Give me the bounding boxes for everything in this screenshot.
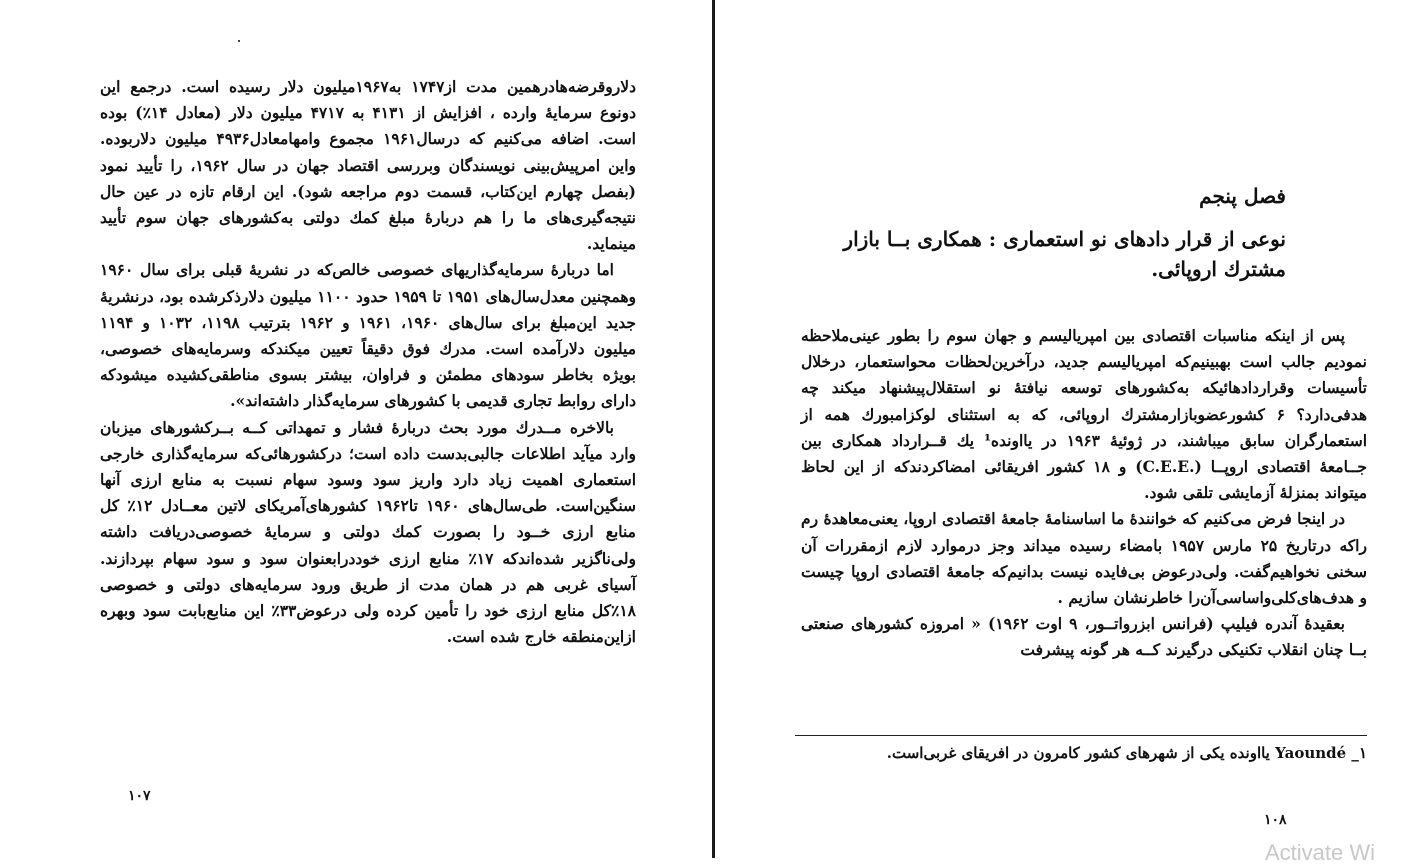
right-paragraph-2: در اینجا فرض می‌کنیم که خوانندهٔ ما اساسنامهٔ جامعهٔ اقتصادی اروپا، یعنی‌معاهدهٔ رم راکه درتاریخ ۲۵ مارس ۱۹۵۷ بامضاء رسیده میداند وجز درموارد لازم ازمقررات آن سخنی نخواهیم‌گفت. ولی‌درعوض بی‌فایده نیست بدانیم‌که جامعهٔ اقتصادی اروپا چیست و هدف‌های‌کلی‌واساسی‌آن‌را خاطرنشان سازیم . — [801, 509, 1367, 608]
scan-speck — [238, 40, 240, 42]
right-paragraph-1: پس از اینکه مناسبات اقتصادی بین امپریالیسم و جهان سوم را بطور عینی‌ملاحظه نمودیم جالب است بهبینیم‌که امپریالیسم جدید، درآخرین‌لحظات محواستعمار، درخلال تأسیسات وقراردادهائیکه به‌کشورهای توسعه نیافتهٔ نو استقلال‌پیشنهاد میکند چه هدفی‌دارد؟ ۶ کشورعضوبازارمشترك اروپائی، که به استثنای لوکزامبورك همه از استعمارگران سابق میباشند، در ژوئیهٔ ۱۹۶۳ در یااونده¹ یك قــرارداد همکاری بین جــامعهٔ اقتصادی اروپــا (.C.E.E) و ۱۸ کشور افریقائی امضاکردندکه از این لحاظ میتواند بمنزلهٔ آزمایشی تلقی شود. — [801, 326, 1368, 503]
left-body-text — [100, 74, 636, 650]
left-page-number: ۱۰۷ — [128, 788, 151, 804]
left-paragraph-1: دلاروقرضه‌هادرهمین مدت از۱۷۴۷ به۱۹۶۷میلیون دلار رسیده است. درجمع این دونوع سرمایهٔ وارده ، افزایش از ۴۱۳۱ به ۴۷۱۷ میلیون دلار (معادل ۱۴٪) بوده است. اضافه می‌کنیم که درسال۱۹۶۱ مجموع وامهامعادل۴۹۳۶ میلیون دلاربوده. واین امرپیش‌بینی نویسندگان وبررسی اقتصاد جهان در سال ۱۹۶۲، را تأیید نمود (بفصل چهارم این‌کتاب، قسمت دوم مراجعه شود). این ارقام تازه در عین حال نتیجه‌گیری‌های ما را هم دربارهٔ مبلغ کمك دولتی به‌کشورهای جهان سوم تأیید مینماید. — [100, 77, 636, 254]
left-paragraph-3: بالاخره مــدرك مورد بحث دربارهٔ فشار و تمهداتی کــه بــرکشورهای میزبان وارد میآید اطلاعات جالبی‌بدست داده است؛ درکشورهائی‌که سرمایه‌گذاری خارجی استعماری اهمیت زیاد دارد واریز سود وسود سهام نسبت به منابع ارزی آنها سنگین‌است. طی‌سال‌های ۱۹۶۰ تا۱۹۶۲ کشورهای‌آمریکای لاتین معــادل ۱۲٪ کل منابع ارزی خــود را بصورت کمك دولتی و سرمایهٔ خصوصی‌دریافت داشته ولی‌ناگزیر شده‌اندکه ۱۷٪ منابع ارزی خوددرابعنوان سود و سود سهام بپردازند. آسیای غربی هم در همان مدت از طریق ورود سرمایه‌های دولتی و خصوصی ۱۸٪کل منابع ارزی خود را تأمین کرده ولی درعوض۳۳٪ این منابع‌بابت سود وبهره ازاین‌منطقه خارج شده است. — [100, 417, 636, 647]
right-body-text — [801, 323, 1367, 664]
right-paragraph-3: بعقیدهٔ آندره فیلیپ (فرانس ابزرواتــور، ۹ اوت ۱۹۶۲) « امروزه کشورهای صنعتی بــا چنان انقلاب تکنیکی درگیرند کــه هر گونه پیشرفت — [801, 614, 1367, 660]
right-page-number: ۱۰۸ — [1264, 812, 1287, 828]
footnote-divider — [795, 735, 1367, 736]
book-spine-divider — [712, 0, 715, 858]
left-page — [0, 0, 712, 858]
footnote: ۱_ Yaoundé یااونده یکی از شهرهای کشور کامرون در افریقای غربی‌است. — [886, 744, 1367, 762]
chapter-title: نوعی از قرار دادهای نو استعماری : همکاری بــا بازار مشترك اروپائی. — [843, 227, 1286, 281]
chapter-label: فصل پنجم — [1199, 184, 1286, 208]
left-paragraph-2: اما دربارهٔ سرمایه‌گذاریهای خصوصی خالص‌که در نشریهٔ قبلی برای سال ۱۹۶۰ وهمچنین معدل‌سال‌های ۱۹۵۱ تا ۱۹۵۹ حدود ۱۱۰۰ میلیون دلارذکرشده بود، درنشریهٔ جدید این‌مبلغ برای سال‌های ۱۹۶۰، ۱۹۶۱ و ۱۹۶۲ بترتیب ۱۱۹۸، ۱۰۳۲ و ۱۱۹۴ میلیون دلارآمده است. مدرك فوق دقیقاً تعیین میکندکه وسرمایه‌های خصوصی، بویژه بخاطر سودهای مطمئن و فراوان، بیشتر بسوی مناطقی‌کشیده میشودکه دارای روابط تجاری قدیمی با کشورهای سرمایه‌گذار داشته‌اند». — [100, 260, 637, 411]
right-page — [718, 0, 1414, 858]
activation-watermark: Activate Wi — [1265, 840, 1376, 865]
